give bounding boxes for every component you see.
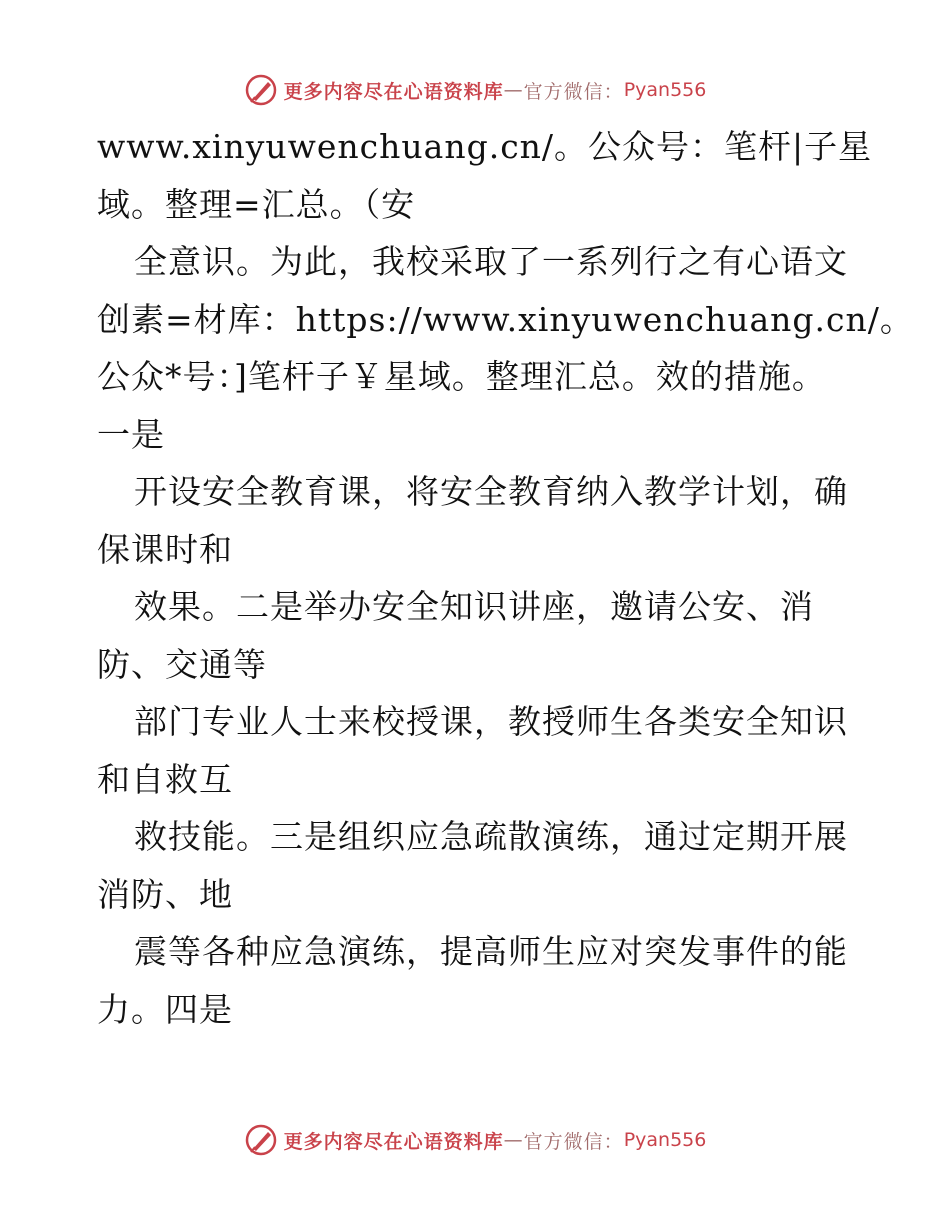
footer-banner (0, 1120, 950, 1160)
body-line: 一是 (97, 414, 165, 454)
body-line: 创素=材库：https://www.xinyuwenchuang.cn/。 (97, 299, 914, 339)
header-banner (0, 70, 950, 110)
banner-wechat-id: Pyan556 (623, 1129, 707, 1151)
banner-title: 更多内容尽在心语资料库 (283, 80, 504, 103)
banner-wechat-id: Pyan556 (623, 79, 707, 101)
banner-official: 官方微信： (523, 80, 624, 103)
body-line: 公众*号：]笔杆子￥星域。整理汇总。效的措施。 (97, 357, 826, 396)
body-line: 保课时和 (97, 529, 233, 569)
banner-official: 官方微信： (523, 1130, 624, 1153)
body-line: 震等各种应急演练，提高师生应对突发事件的能 (134, 932, 848, 971)
body-line: 效果。二是举办安全知识讲座，邀请公安、消 (134, 587, 814, 626)
body-line: 部门专业人士来校授课，教授师生各类安全知识 (134, 702, 848, 741)
body-line: www.xinyuwenchuang.cn/。公众号：笔杆|子星 (97, 127, 873, 166)
quill-pen-logo-icon (244, 1123, 278, 1157)
body-line: 和自救互 (97, 759, 233, 799)
body-line: 力。四是 (97, 989, 233, 1029)
body-line: 开设安全教育课，将安全教育纳入教学计划，确 (134, 472, 848, 511)
banner-dash: — (503, 79, 524, 101)
body-line: 防、交通等 (97, 644, 267, 684)
body-line: 全意识。为此，我校采取了一系列行之有心语文 (134, 242, 848, 281)
body-line: 救技能。三是组织应急疏散演练，通过定期开展 (134, 817, 848, 856)
document-body (97, 118, 914, 1038)
banner-dash: — (503, 1129, 524, 1151)
banner-title: 更多内容尽在心语资料库 (283, 1130, 504, 1153)
body-line: 消防、地 (97, 874, 233, 914)
body-line: 域。整理=汇总。（安 (97, 184, 416, 224)
quill-pen-logo-icon (244, 73, 278, 107)
